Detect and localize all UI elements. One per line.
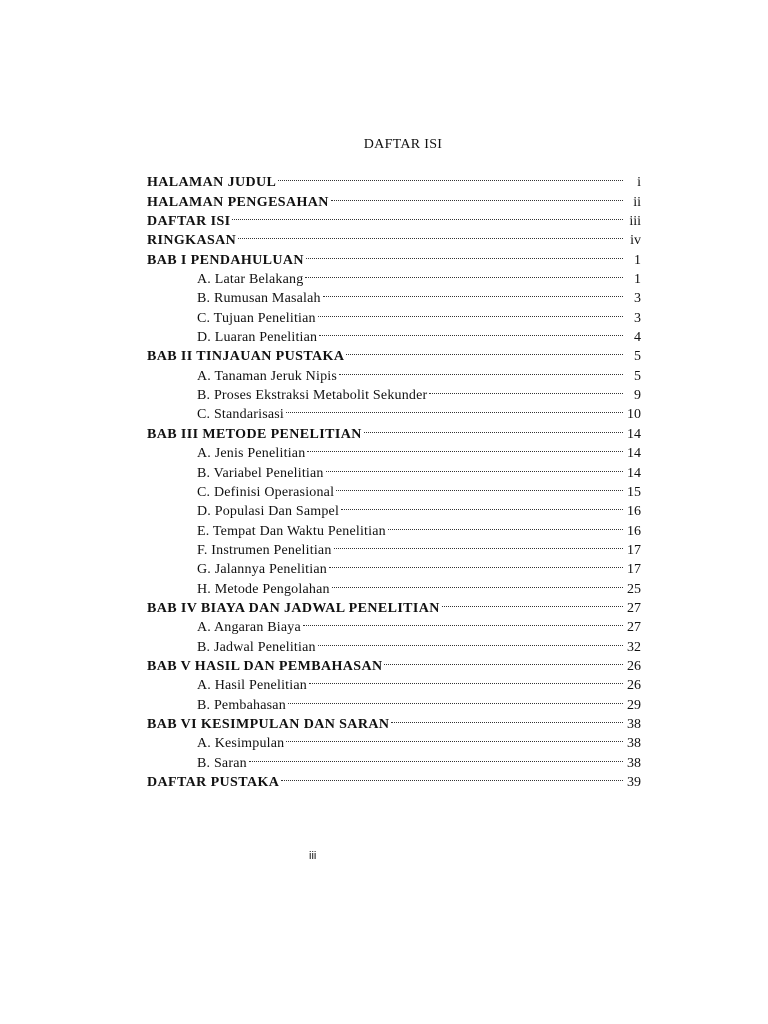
toc-entry-page-number: 16	[627, 504, 641, 520]
dot-leader	[384, 651, 623, 670]
dot-leader	[286, 399, 623, 418]
toc-entry-page-number: 9	[634, 388, 641, 404]
toc-entry-label: BAB IV BIAYA DAN JADWAL PENELITIAN	[147, 600, 440, 616]
toc-entry-label: B. Saran	[197, 755, 247, 771]
toc-entry-label: RINGKASAN	[147, 233, 237, 249]
dot-leader	[429, 380, 623, 399]
toc-entry-page-number: 14	[627, 426, 641, 442]
toc-entry-page-number: 4	[634, 330, 641, 346]
toc-entry-label: BAB V HASIL DAN PEMBAHASAN	[147, 658, 383, 674]
dot-leader	[306, 244, 623, 263]
toc-entry-page-number: 27	[627, 600, 641, 616]
toc-entry-label: BAB II TINJAUAN PUSTAKA	[147, 349, 345, 365]
page-title: DAFTAR ISI	[363, 137, 443, 152]
dot-leader	[281, 767, 623, 786]
toc-entry-label: B. Jadwal Penelitian	[197, 639, 316, 655]
dot-leader	[305, 264, 623, 283]
dot-leader	[318, 302, 623, 321]
toc-entry-page-number: 38	[627, 755, 641, 771]
toc-entry-label: DAFTAR PUSTAKA	[147, 775, 280, 790]
toc-entry-label: B. Rumusan Masalah	[197, 291, 321, 307]
toc-entry-page-number: 26	[627, 678, 641, 694]
dot-leader	[339, 360, 623, 379]
toc-entry-page-number: 5	[634, 349, 641, 365]
dot-leader	[323, 283, 623, 302]
dot-leader	[332, 573, 623, 592]
toc-entry-label: BAB III METODE PENELITIAN	[147, 426, 362, 442]
toc-entry-label: D. Luaran Penelitian	[197, 330, 318, 346]
dot-leader	[334, 535, 623, 554]
toc-entry-label: A. Angaran Biaya	[197, 620, 301, 636]
toc-entry-page-number: 38	[627, 736, 641, 752]
dot-leader	[341, 496, 623, 515]
toc-entry-page-number: ii	[633, 194, 641, 210]
toc-entry-label: A. Kesimpulan	[197, 736, 285, 752]
toc-entry-page-number: 1	[634, 272, 641, 288]
toc-entry-label: F. Instrumen Penelitian	[197, 542, 332, 558]
toc-entry-label: E. Tempat Dan Waktu Penelitian	[197, 523, 386, 539]
toc-entry-label: DAFTAR ISI	[147, 214, 231, 230]
toc-entry-label: B. Variabel Penelitian	[197, 465, 324, 481]
dot-leader	[329, 554, 623, 573]
toc-entry-label: HALAMAN PENGESAHAN	[147, 194, 329, 210]
dot-leader	[307, 438, 623, 457]
dot-leader	[391, 709, 623, 728]
dot-leader	[309, 670, 623, 689]
dot-leader	[326, 457, 623, 476]
dot-leader	[346, 341, 623, 360]
toc-entry-label: A. Hasil Penelitian	[197, 678, 307, 694]
page-number-footer: iii	[309, 850, 317, 862]
toc-entry-page-number: 17	[627, 542, 641, 558]
toc-entry-page-number: iv	[630, 233, 641, 249]
toc-entry-page-number: 3	[634, 291, 641, 307]
toc-entry-page-number: iii	[629, 214, 641, 230]
toc-entry-page-number: 3	[634, 310, 641, 326]
toc-entry-page-number: 10	[627, 407, 641, 423]
toc-entry-label: C. Tujuan Penelitian	[197, 310, 316, 326]
toc-entry-page-number: 38	[627, 716, 641, 732]
toc-entry-label: C. Definisi Operasional	[197, 484, 335, 500]
toc-entry-page-number: 17	[627, 562, 641, 578]
toc-entry-page-number: 15	[627, 484, 641, 500]
toc-entry-label: G. Jalannya Penelitian	[197, 562, 327, 578]
table-of-contents	[147, 167, 641, 790]
toc-entry-page-number: 32	[627, 639, 641, 655]
toc-entry-page-number: 27	[627, 620, 641, 636]
toc-entry-label: BAB I PENDAHULUAN	[147, 252, 304, 268]
dot-leader	[238, 225, 623, 244]
toc-entry-label: C. Standarisasi	[197, 407, 284, 423]
toc-entry-label: A. Jenis Penelitian	[197, 446, 306, 462]
toc-entry-label: A. Tanaman Jeruk Nipis	[197, 368, 338, 384]
toc-entry-page-number: 14	[627, 465, 641, 481]
toc-entry-label: B. Proses Ekstraksi Metabolit Sekunder	[197, 388, 428, 404]
toc-entry-page-number: 26	[627, 658, 641, 674]
dot-leader	[249, 747, 623, 766]
dot-leader	[388, 515, 623, 534]
toc-entry-page-number: 5	[634, 368, 641, 384]
dot-leader	[319, 322, 623, 341]
toc-entry-label: A. Latar Belakang	[197, 272, 304, 288]
dot-leader	[364, 418, 623, 437]
dot-leader	[331, 186, 623, 205]
toc-entry-page-number: 16	[627, 523, 641, 539]
dot-leader	[288, 689, 623, 708]
dot-leader	[303, 612, 623, 631]
toc-entry-page-number: 25	[627, 581, 641, 597]
dot-leader	[278, 167, 623, 186]
dot-leader	[336, 477, 623, 496]
toc-entry-page-number: 29	[627, 697, 641, 713]
toc-entry-page-number: 1	[634, 252, 641, 268]
toc-entry-label: H. Metode Pengolahan	[197, 581, 330, 597]
dot-leader	[318, 631, 623, 650]
toc-entry-page-number: i	[637, 175, 641, 191]
toc-entry-page-number: 14	[627, 446, 641, 462]
toc-entry-label: D. Populasi Dan Sampel	[197, 504, 340, 520]
toc-entry-page-number: 39	[627, 775, 641, 790]
dot-leader	[286, 728, 623, 747]
toc-entry-label: BAB VI KESIMPULAN DAN SARAN	[147, 716, 390, 732]
dot-leader	[232, 206, 623, 225]
toc-entry-label: B. Pembahasan	[197, 697, 286, 713]
toc-chapter-entry	[147, 167, 641, 191]
toc-entry-label: HALAMAN JUDUL	[147, 175, 277, 191]
dot-leader	[442, 593, 623, 612]
